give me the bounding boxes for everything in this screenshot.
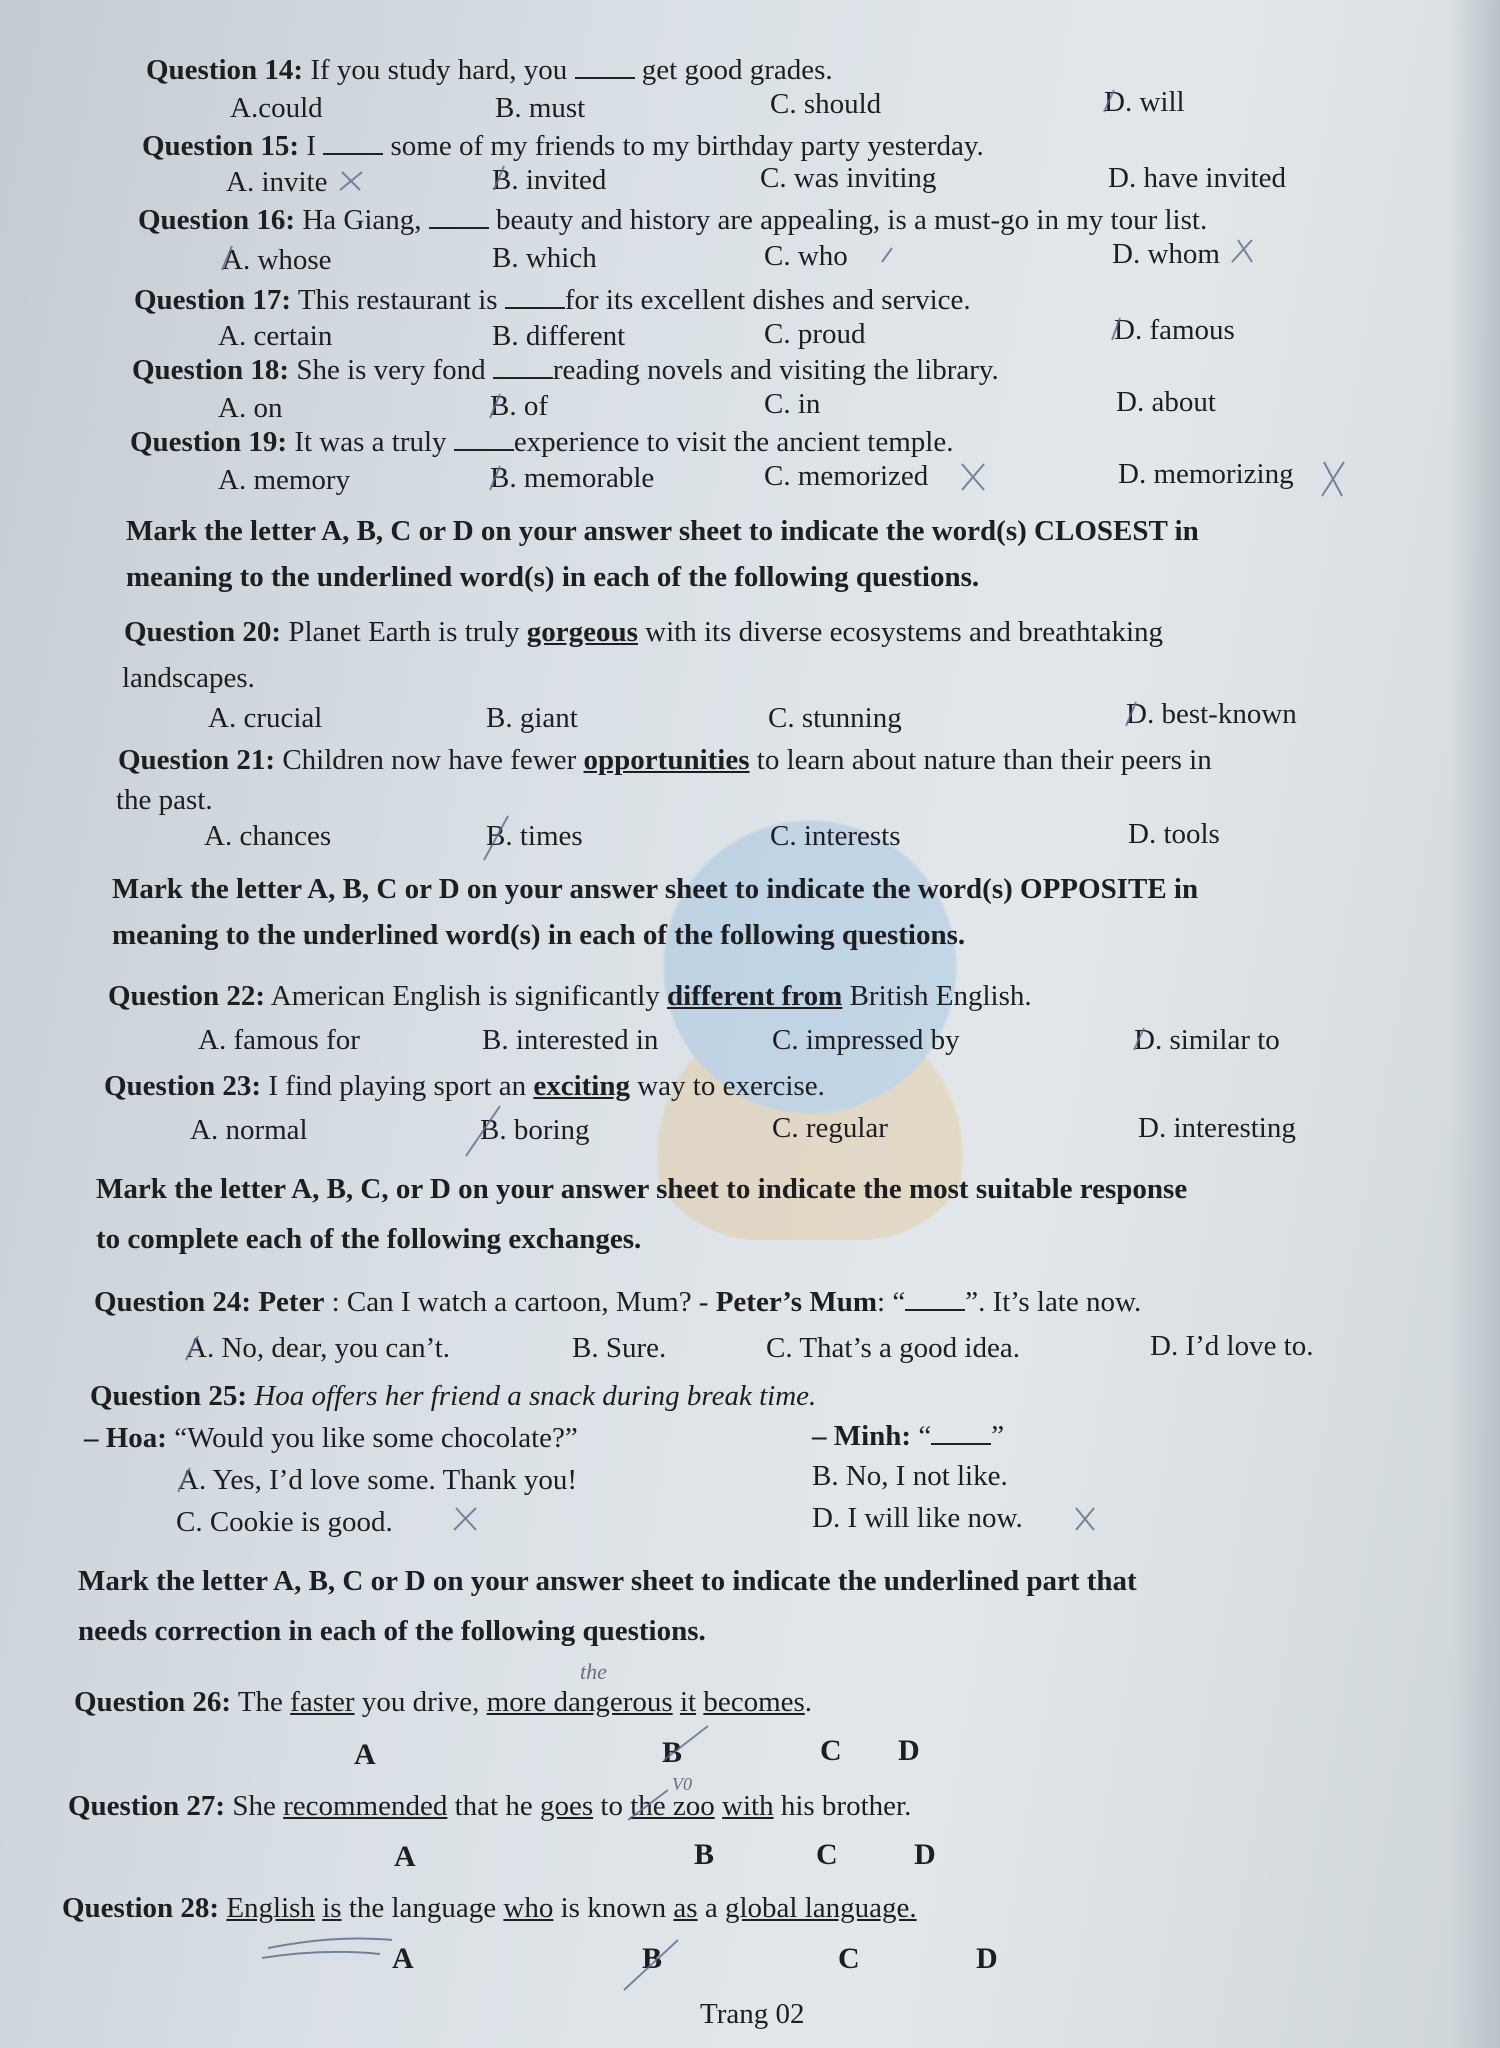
option-b: B. Sure.	[572, 1332, 667, 1364]
letter-c: C	[838, 1942, 860, 1975]
handwritten-note: the	[580, 1659, 607, 1684]
letter-b: B	[642, 1942, 663, 1975]
question-20: Question 20: Planet Earth is truly gorgeous with its diverse ecosystems and breathtaking	[124, 616, 1164, 648]
answer-blank	[505, 285, 565, 309]
letter-a: A	[354, 1738, 376, 1771]
option-b: B. interested in	[482, 1024, 659, 1056]
option-a: A. memory	[218, 464, 351, 496]
question-label: Question 14:	[146, 54, 304, 86]
answer-blank	[323, 131, 383, 155]
question-17: Question 17: This restaurant is for its excellent dishes and service.	[134, 284, 971, 316]
option-d: D. I will like now.	[812, 1502, 1023, 1534]
option-a: A. invite	[226, 166, 328, 198]
letter-a: A	[392, 1942, 414, 1975]
question-22: Question 22: American English is significantly different from British English.	[108, 980, 1032, 1012]
option-b: B. different	[492, 320, 626, 352]
option-b: B. which	[492, 242, 597, 274]
option-d: D. interesting	[1138, 1112, 1296, 1144]
handwritten-note: V0	[672, 1774, 692, 1794]
letter-d: D	[976, 1942, 998, 1975]
option-d: D. memorizing	[1118, 458, 1294, 490]
option-d: D. best-known	[1126, 698, 1297, 730]
question-19: Question 19: It was a truly experience to visit the ancient temple.	[130, 426, 954, 458]
underlined-word: opportunities	[583, 744, 750, 776]
option-a: A. normal	[190, 1114, 308, 1146]
option-a: A. on	[218, 392, 283, 424]
option-d: D. I’d love to.	[1150, 1330, 1314, 1362]
part-c: it	[679, 1686, 697, 1718]
part-a: faster	[290, 1686, 355, 1718]
question-21-line2: the past.	[116, 784, 213, 816]
option-c: C. proud	[764, 318, 866, 350]
answer-blank	[931, 1421, 991, 1445]
underlined-word: gorgeous	[526, 616, 638, 648]
option-d: D. similar to	[1134, 1024, 1280, 1056]
question-18: Question 18: She is very fond reading novels and visiting the library.	[132, 354, 999, 386]
part-b: more dangerous	[486, 1686, 673, 1718]
option-b: B. of	[490, 390, 548, 422]
option-c: C. memorized	[764, 460, 929, 492]
option-d: D. famous	[1114, 314, 1235, 346]
part-d: with	[722, 1790, 774, 1822]
letter-a: A	[394, 1840, 416, 1873]
letter-d: D	[914, 1838, 936, 1871]
option-b: B. boring	[480, 1114, 590, 1146]
option-a: A. whose	[222, 244, 332, 276]
question-25-minh: – Minh: “ ”	[812, 1420, 1005, 1452]
underlined-word: exciting	[533, 1070, 630, 1102]
option-c: C. That’s a good idea.	[766, 1332, 1020, 1364]
option-d: D. will	[1104, 86, 1185, 118]
option-a: A. crucial	[208, 702, 323, 734]
instruction-correction: Mark the letter A, B, C or D on your answer sheet to indicate the underlined part that needs correction in each of the following questions.	[78, 1565, 1137, 1647]
option-d: D. have invited	[1108, 162, 1286, 194]
option-a: A. famous for	[198, 1024, 360, 1056]
option-a: A. certain	[218, 320, 333, 352]
letter-d: D	[898, 1734, 920, 1767]
option-b: B. times	[486, 820, 583, 852]
page-number: Trang 02	[700, 1998, 805, 2030]
option-d: D. tools	[1128, 818, 1220, 850]
instruction-response: Mark the letter A, B, C, or D on your answer sheet to indicate the most suitable response to complete each of the following exchanges.	[96, 1173, 1188, 1255]
option-c: C. interests	[770, 820, 901, 852]
part-c: as	[673, 1892, 698, 1924]
option-b: B. invited	[492, 164, 607, 196]
option-b: B. must	[495, 92, 586, 124]
question-15: Question 15: I some of my friends to my birthday party yesterday.	[142, 130, 984, 162]
part-b: who	[503, 1892, 554, 1924]
option-c: C. regular	[772, 1112, 888, 1144]
question-14: Question 14: If you study hard, you get good grades.	[146, 54, 833, 86]
letter-c: C	[816, 1838, 838, 1871]
answer-blank	[429, 205, 489, 229]
question-21: Question 21: Children now have fewer opportunities to learn about nature than their peers in	[118, 744, 1212, 776]
part-b: goes	[539, 1790, 594, 1822]
option-d: D. whom	[1112, 238, 1220, 270]
option-c: C. Cookie is good.	[176, 1506, 393, 1538]
option-a: A.could	[230, 92, 323, 124]
option-c: C. was inviting	[760, 162, 937, 194]
part-a2: is	[322, 1892, 342, 1924]
option-b: B. No, I not like.	[812, 1460, 1008, 1492]
option-a: A. Yes, I’d love some. Thank you!	[178, 1464, 577, 1496]
underlined-word: different from	[667, 980, 843, 1012]
answer-blank	[905, 1287, 965, 1311]
question-28: Question 28: English is the language who is known as a global language.	[62, 1892, 917, 1924]
part-a: English	[226, 1892, 315, 1924]
part-a: recommended	[283, 1790, 448, 1822]
part-d: becomes	[703, 1686, 805, 1718]
instruction-opposite: Mark the letter A, B, C or D on your answer sheet to indicate the word(s) OPPOSITE in meaning to the underlined word(s) in each of the following questions.	[112, 873, 1199, 951]
part-d: global language.	[724, 1892, 917, 1924]
letter-b: B	[694, 1838, 715, 1871]
part-c: the zoo	[630, 1790, 715, 1822]
question-24: Question 24: Peter : Can I watch a cartoon, Mum? - Peter’s Mum: “ ”. It’s late now.	[94, 1286, 1142, 1318]
option-c: C. in	[764, 388, 821, 420]
option-b: B. memorable	[490, 462, 655, 494]
option-a: A. chances	[204, 820, 332, 852]
option-d: D. about	[1116, 386, 1216, 418]
instruction-closest: Mark the letter A, B, C or D on your answer sheet to indicate the word(s) CLOSEST in meaning to the underlined word(s) in each of the following questions.	[126, 515, 1199, 593]
option-b: B. giant	[486, 702, 578, 734]
question-16: Question 16: Ha Giang, beauty and history are appealing, is a must-go in my tour list.	[138, 204, 1208, 236]
question-26: Question 26: The faster you drive, more dangerous it becomes.	[74, 1686, 813, 1718]
question-27: Question 27: She recommended that he goes to the zoo with his brother.	[68, 1790, 912, 1822]
answer-blank	[493, 355, 553, 379]
option-c: C. stunning	[768, 702, 902, 734]
letter-c: C	[820, 1734, 842, 1767]
page-edge-shadow	[1450, 0, 1500, 2048]
letter-b: B	[662, 1736, 683, 1769]
question-25-hoa: – Hoa: “Would you like some chocolate?”	[84, 1422, 578, 1454]
question-23: Question 23: I find playing sport an exciting way to exercise.	[104, 1070, 825, 1102]
option-a: A. No, dear, you can’t.	[186, 1332, 451, 1364]
answer-blank	[575, 55, 635, 79]
option-c: C. who	[764, 240, 848, 272]
question-20-line2: landscapes.	[122, 662, 255, 694]
option-c: C. should	[770, 88, 882, 120]
option-c: C. impressed by	[772, 1024, 960, 1056]
question-25: Question 25: Hoa offers her friend a snack during break time.	[90, 1380, 817, 1412]
answer-blank	[454, 427, 514, 451]
